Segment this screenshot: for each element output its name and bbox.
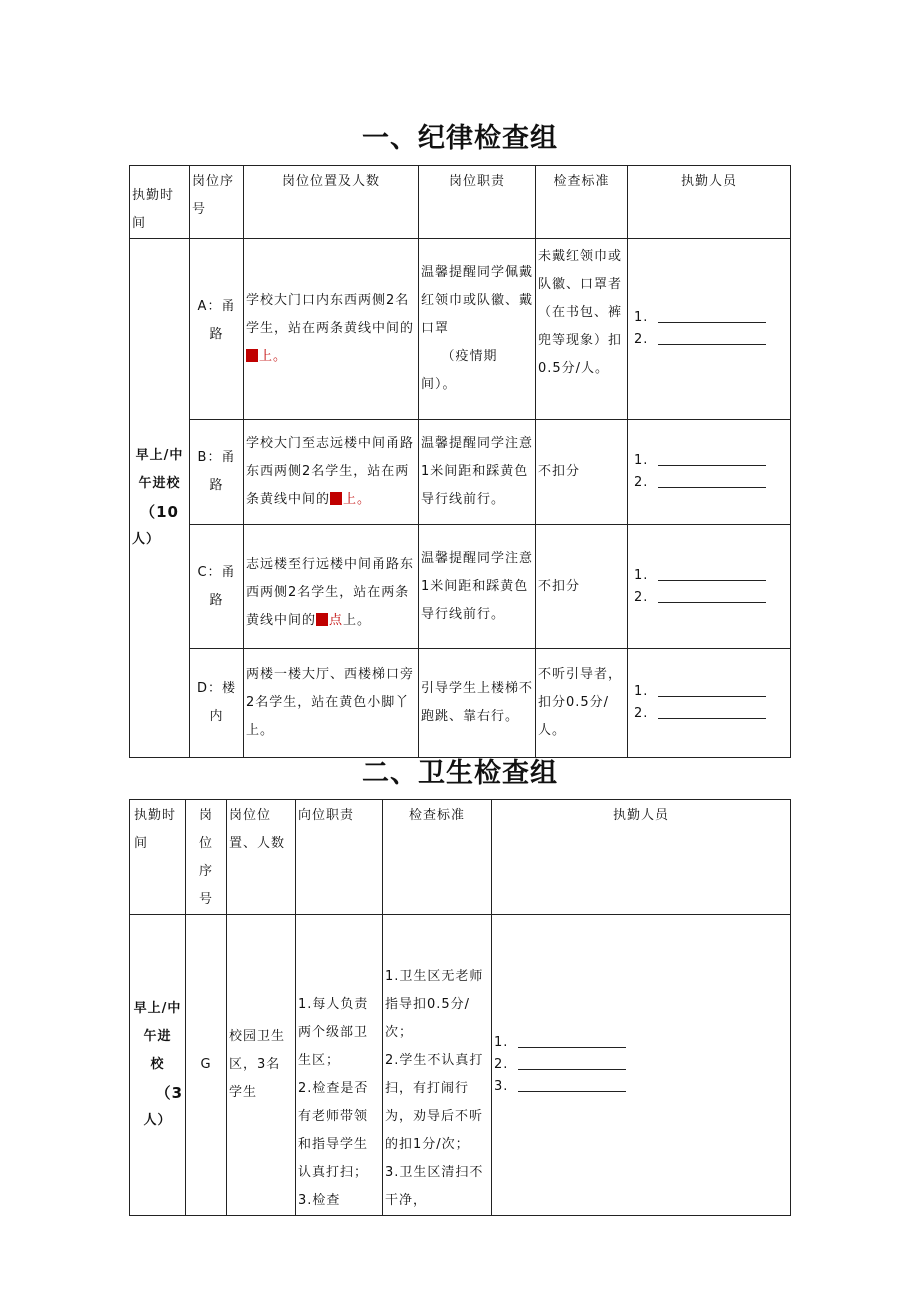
staff-cell [492,915,791,1216]
post-id: C：甬路 [190,525,244,649]
post-standard: 未戴红领巾或队徽、口罩者（在书包、裤兜等现象）扣0.5分/人。 [536,239,628,420]
post-location: 两楼一楼大厅、西楼梯口旁2名学生，站在黄色小脚丫上。 [244,649,419,758]
staff-slot[interactable]: 2. [634,329,788,351]
duty-time-line: 午进 [143,1029,172,1044]
staff-cell [628,649,791,758]
staff-cell [628,239,791,420]
staff-slot[interactable]: 1. [494,1032,788,1054]
red-marker [246,349,258,362]
staff-slot[interactable]: 2. [634,703,788,725]
post-location [244,420,419,525]
red-marker [316,613,328,626]
staff-slot[interactable]: 1. [634,681,788,703]
duty-time-line: （3 [155,1084,183,1102]
staff-slot[interactable]: 3. [494,1076,788,1098]
header-row [130,166,791,239]
header-post-number: 岗位序号 [186,800,227,915]
staff-slot[interactable]: 1. [634,450,788,472]
location-text: 上。 [343,612,372,628]
header-standard: 检查标准 [383,800,492,915]
post-location [244,239,419,420]
duty-time-cell [130,239,190,758]
header-time: 执勤时间 [130,166,190,239]
staff-slot[interactable]: 2. [634,587,788,609]
staff-slot[interactable]: 1. [634,565,788,587]
post-id: B：甬路 [190,420,244,525]
table-row [130,915,791,1216]
post-standard: 1.卫生区无老师指导扣0.5分/次； 2.学生不认真打扫，有打闹行为，劝导后不听的扣1分/次； 3.卫生区清扫不干净， [383,915,492,1216]
discipline-table [129,165,791,758]
section1-title: 一、纪律检查组 [362,123,558,154]
post-standard: 不扣分 [536,525,628,649]
staff-cell [628,525,791,649]
hygiene-table [129,799,791,1216]
duty-time-line: 校 [150,1057,165,1072]
header-duty: 岗位职责 [419,166,536,239]
duty-time-line: 人） [132,532,161,547]
table-row [130,649,791,758]
header-standard: 检查标准 [536,166,628,239]
section2-title: 二、卫生检查组 [362,758,558,789]
header-staff: 执勤人员 [492,800,791,915]
header-row [130,800,791,915]
post-location [244,525,419,649]
duty-time-line: （10 [140,503,179,521]
header-post-number: 岗位序号 [190,166,244,239]
post-standard: 不听引导者，扣分0.5分/人。 [536,649,628,758]
location-text: 志远楼至行远楼中间甬路东西两侧2名学生，站在两条黄线中间的 [246,556,415,628]
post-standard: 不扣分 [536,420,628,525]
location-red-text: 点 [329,612,344,628]
red-marker [330,492,342,505]
post-duty: 温馨提醒同学注意1米间距和踩黄色导行线前行。 [419,420,536,525]
header-duty: 向位职责 [296,800,383,915]
duty-time-line: 早上/中 [133,1001,182,1016]
post-duty: 引导学生上楼梯不跑跳、靠右行。 [419,649,536,758]
post-id: D：楼内 [190,649,244,758]
header-location: 岗位位置及人数 [244,166,419,239]
post-location: 校园卫生区，3名学生 [227,915,296,1216]
post-id: G [186,915,227,1216]
header-location: 岗位位置、人数 [227,800,296,915]
location-text: 学校大门至志远楼中间甬路东西两侧2名学生，站在两条黄线中间的 [246,436,415,507]
table-row [130,525,791,649]
location-text: 学校大门口内东西两侧2名学生，站在两条黄线中间的 [246,293,415,336]
post-duty: 温馨提醒同学注意1米间距和踩黄色导行线前行。 [419,525,536,649]
staff-slot[interactable]: 2. [494,1054,788,1076]
staff-slot[interactable]: 2. [634,472,788,494]
header-staff: 执勤人员 [628,166,791,239]
location-red-text: 上。 [343,492,372,507]
post-duty: 1.每人负责两个级部卫生区； 2.检查是否有老师带领和指导学生认真打扫； 3.检查 [296,915,383,1216]
header-time: 执勤时间 [130,800,186,915]
post-duty: 温馨提醒同学佩戴红领巾或队徽、戴口罩 （疫情期间）。 [419,239,536,420]
duty-time-cell [130,915,186,1216]
table-row [130,239,791,420]
duty-time-line: 人） [143,1113,172,1128]
staff-slot[interactable]: 1. [634,307,788,329]
table-row [130,420,791,525]
location-red-text: 上。 [259,349,288,364]
duty-time-line: 早上/中 [135,448,184,463]
duty-time-line: 午进校 [138,476,181,491]
staff-cell [628,420,791,525]
post-id: A：甬路 [190,239,244,420]
